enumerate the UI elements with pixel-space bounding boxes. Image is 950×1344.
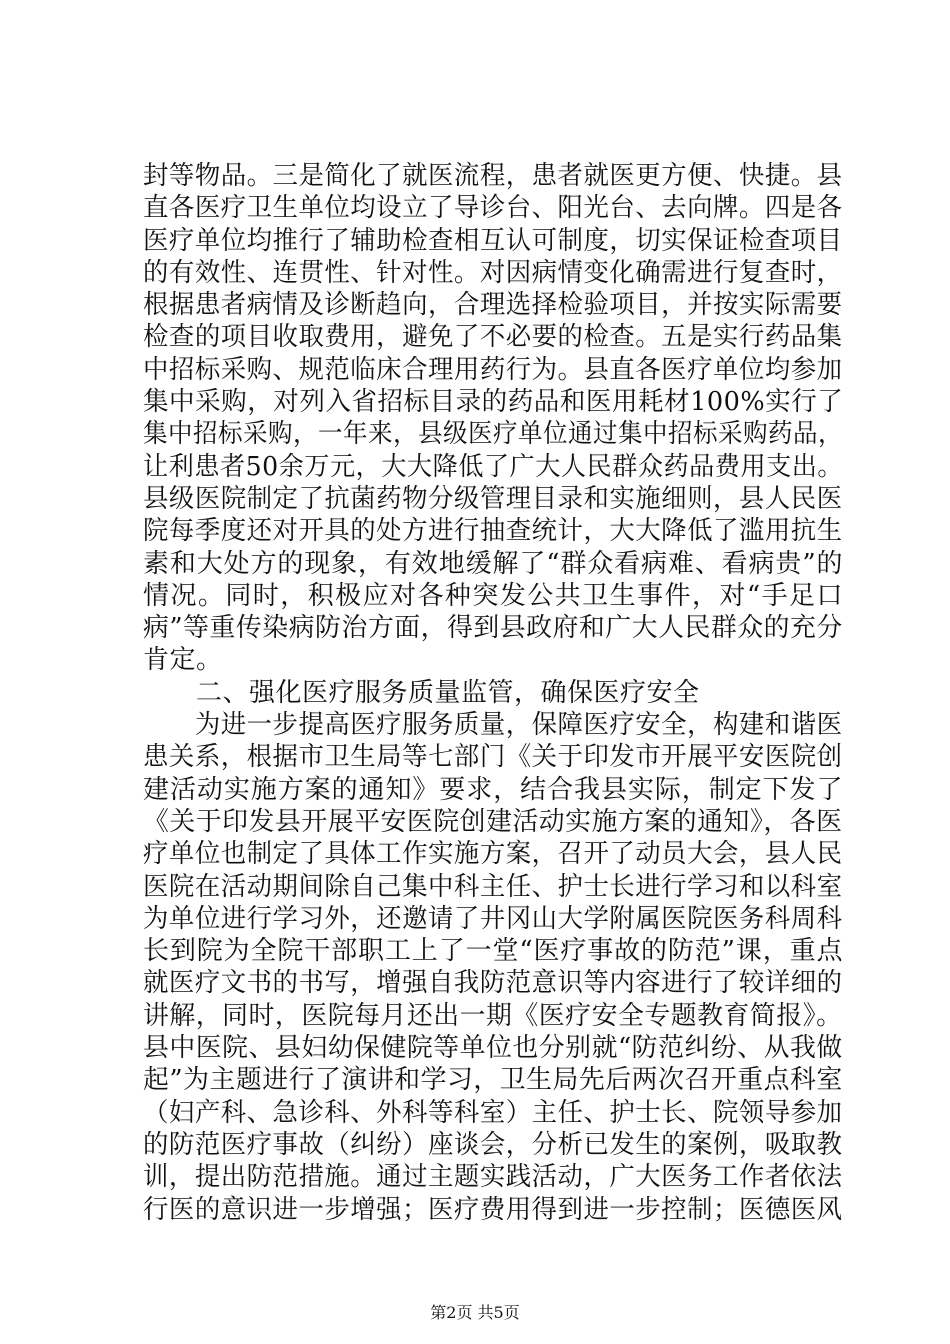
text-line: 为单位进行学习外，还邀请了井冈山大学附属医院医务科周科 (143, 903, 843, 934)
body-text (143, 160, 843, 1226)
text-line: 县级医院制定了抗菌药物分级管理目录和实施细则，县人民医 (143, 483, 843, 514)
text-line: 的有效性、连贯性、针对性。对因病情变化确需进行复查时， (143, 257, 843, 288)
text-line: 肯定。 (143, 645, 223, 676)
text-line: 根据患者病情及诊断趋向，合理选择检验项目，并按实际需要 (143, 290, 843, 321)
text-line: 起”为主题进行了演讲和学习，卫生局先后两次召开重点科室 (143, 1065, 843, 1096)
text-line: 疗单位也制定了具体工作实施方案，召开了动员大会，县人民 (143, 839, 843, 870)
text-line: 医院在活动期间除自己集中科主任、护士长进行学习和以科室 (143, 871, 843, 902)
text-line: 中招标采购、规范临床合理用药行为。县直各医疗单位均参加 (143, 354, 843, 385)
text-line: 就医疗文书的书写，增强自我防范意识等内容进行了较详细的 (143, 968, 843, 999)
text-line: 的防范医疗事故（纠纷）座谈会，分析已发生的案例，吸取教 (143, 1129, 843, 1160)
text-line: 《关于印发县开展平安医院创建活动实施方案的通知》，各医 (143, 806, 843, 837)
text-line: 训，提出防范措施。通过主题实践活动，广大医务工作者依法 (143, 1162, 843, 1193)
text-line: 集中招标采购，一年来，县级医疗单位通过集中招标采购药品， (143, 419, 844, 450)
text-line: 素和大处方的现象，有效地缓解了“群众看病难、看病贵”的 (143, 548, 843, 579)
text-line: 长到院为全院干部职工上了一堂“医疗事故的防范”课，重点 (143, 936, 843, 967)
text-line: （妇产科、急诊科、外科等科室）主任、护士长、院领导参加 (143, 1097, 843, 1128)
text-line: 直各医疗卫生单位均设立了导诊台、阳光台、去向牌。四是各 (143, 193, 843, 224)
text-line: 集中采购，对列入省招标目录的药品和医用耗材100%实行了 (143, 387, 844, 418)
text-line: 建活动实施方案的通知》要求，结合我县实际，制定下发了 (143, 774, 843, 805)
text-line: 行医的意识进一步增强；医疗费用得到进一步控制；医德医风 (143, 1194, 843, 1225)
text-line: 让利患者50余万元，大大降低了广大人民群众药品费用支出。 (143, 451, 844, 482)
text-line: 检查的项目收取费用，避免了不必要的检查。五是实行药品集 (143, 322, 843, 353)
section-heading: 二、强化医疗服务质量监管，确保医疗安全 (143, 677, 700, 708)
text-line: 患关系，根据市卫生局等七部门《关于印发市开展平安医院创 (143, 742, 843, 773)
text-line: 封等物品。三是简化了就医流程，患者就医更方便、快捷。县 (143, 161, 843, 191)
text-line: 县中医院、县妇幼保健院等单位也分别就“防范纠纷、从我做 (143, 1033, 843, 1064)
page-number-footer: 第2页 共5页 (430, 1303, 520, 1322)
text-line: 讲解，同时，医院每月还出一期《医疗安全专题教育简报》。 (143, 1000, 843, 1031)
text-line: 医疗单位均推行了辅助检查相互认可制度，切实保证检查项目 (143, 225, 843, 256)
text-line: 为进一步提高医疗服务质量，保障医疗安全，构建和谐医 (143, 710, 843, 741)
text-line: 情况。同时，积极应对各种突发公共卫生事件，对“手足口 (143, 580, 843, 611)
text-line: 院每季度还对开具的处方进行抽查统计，大大降低了滥用抗生 (143, 516, 843, 547)
text-line: 病”等重传染病防治方面，得到县政府和广大人民群众的充分 (143, 613, 843, 644)
